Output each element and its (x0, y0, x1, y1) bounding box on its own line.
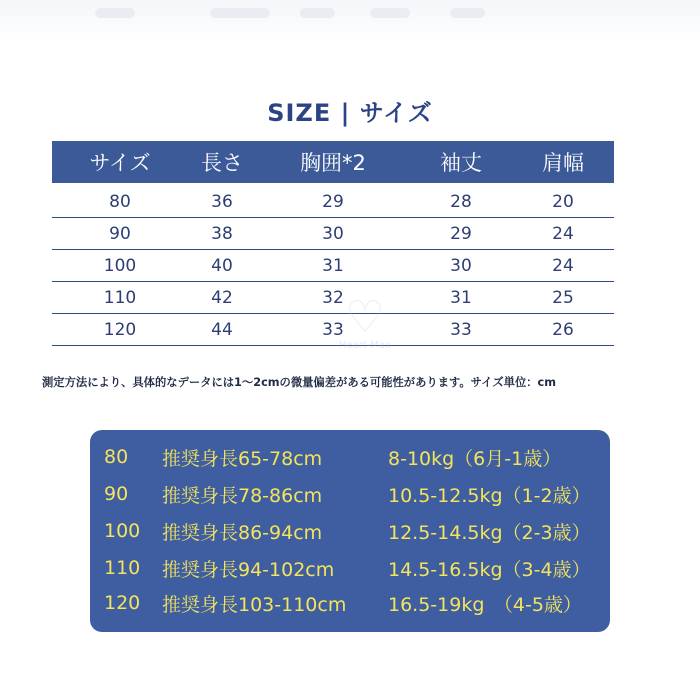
cell-size: 100 (103, 255, 137, 276)
size-table-header (52, 141, 614, 183)
cell-chest: 31 (322, 255, 344, 276)
recommended-size-box (90, 430, 610, 632)
table-row (52, 250, 614, 282)
cell-shoulder: 26 (552, 319, 574, 340)
rec-height: 推奨身長78-86cm (162, 484, 323, 507)
cell-shoulder: 24 (552, 255, 574, 276)
cell-chest: 30 (322, 223, 344, 244)
top-fade-decoration (0, 0, 700, 40)
rec-size: 110 (104, 557, 141, 579)
rec-weight: 16.5-19kg （4-5歳） (388, 593, 582, 616)
rec-size: 90 (104, 483, 129, 505)
rec-weight: 14.5-16.5kg（3-4歳） (388, 558, 591, 581)
cell-size: 120 (103, 319, 137, 340)
cell-size: 110 (103, 287, 137, 308)
measurement-note: 測定方法により、具体的なデータには1～2cmの微量偏差がある可能性があります。サイズ単位：cm (42, 376, 557, 389)
table-row (52, 186, 614, 218)
rec-height: 推奨身長86-94cm (162, 521, 323, 544)
rec-weight: 10.5-12.5kg（1-2歳） (388, 484, 591, 507)
header-sleeve: 袖丈 (440, 151, 482, 175)
rec-height: 推奨身長103-110cm (162, 593, 347, 616)
rec-weight: 12.5-14.5kg（2-3歳） (388, 521, 591, 544)
cell-sleeve: 28 (450, 191, 472, 212)
rec-size: 80 (104, 446, 129, 468)
header-size: サイズ (89, 151, 151, 175)
cell-size: 80 (109, 191, 131, 212)
header-length: 長さ (201, 151, 243, 175)
cell-sleeve: 31 (450, 287, 472, 308)
cell-shoulder: 24 (552, 223, 574, 244)
table-row (52, 218, 614, 250)
page-title: SIZE | サイズ (267, 99, 433, 127)
rec-height: 推奨身長65-78cm (162, 447, 323, 470)
cell-length: 42 (211, 287, 233, 308)
cell-length: 38 (211, 223, 233, 244)
cell-length: 36 (211, 191, 233, 212)
cell-length: 40 (211, 255, 233, 276)
rec-size: 100 (104, 520, 141, 542)
cell-chest: 29 (322, 191, 344, 212)
cell-sleeve: 30 (450, 255, 472, 276)
cell-sleeve: 29 (450, 223, 472, 244)
rec-height: 推奨身長94-102cm (162, 558, 335, 581)
rec-weight: 8-10kg（6月-1歳） (388, 447, 562, 470)
watermark-text: Heart-Max (338, 340, 392, 351)
header-chest: 胸囲*2 (300, 151, 366, 175)
cell-length: 44 (211, 319, 233, 340)
cell-size: 90 (109, 223, 131, 244)
watermark (310, 292, 420, 351)
header-shoulder: 肩幅 (542, 151, 584, 175)
heart-icon: ♡ (345, 292, 385, 343)
rec-size: 120 (104, 592, 141, 614)
cell-chest: 32 (322, 287, 344, 308)
cell-chest: 33 (322, 319, 344, 340)
cell-sleeve: 33 (450, 319, 472, 340)
cell-shoulder: 25 (552, 287, 574, 308)
cell-shoulder: 20 (552, 191, 574, 212)
